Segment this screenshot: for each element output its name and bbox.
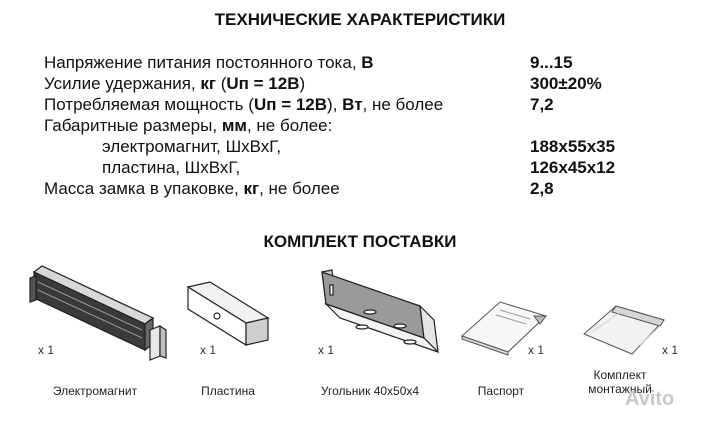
plate-caption: Пластина bbox=[201, 384, 255, 398]
spec-value: 7,2 bbox=[530, 95, 554, 114]
spec-label-bold: кг bbox=[243, 179, 260, 198]
electromagnet-qty: x 1 bbox=[38, 343, 55, 357]
passport-qty: x 1 bbox=[528, 343, 545, 357]
spec-value: 300±20% bbox=[530, 74, 602, 93]
spec-label-bold: Uп = 12В bbox=[226, 74, 300, 93]
electromagnet-caption: Электромагнит bbox=[52, 384, 138, 398]
bracket-image bbox=[322, 270, 438, 352]
spec-label-text: ( bbox=[215, 74, 227, 93]
spec-value: 188х55х35 bbox=[530, 137, 616, 156]
spec-label-text: электромагнит, ШхВхГ, bbox=[102, 137, 282, 156]
spec-label-text: пластина, ШхВхГ, bbox=[102, 158, 241, 177]
avito-watermark: Avito bbox=[625, 388, 675, 410]
spec-label-text: , не более bbox=[362, 95, 444, 114]
bracket-qty: x 1 bbox=[318, 343, 335, 357]
spec-label-bold: Uп = 12В bbox=[253, 95, 328, 114]
spec-label-bold: кг bbox=[200, 74, 216, 93]
mounting-kit-caption: Комплект монтажный bbox=[588, 368, 652, 396]
spec-label-text: , не более bbox=[259, 179, 340, 198]
spec-label-text: Напряжение питания постоянного тока, bbox=[44, 53, 362, 72]
spec-label-text: ), bbox=[327, 95, 343, 114]
spec-label-text: Потребляемая мощность ( bbox=[44, 95, 254, 114]
plate-image bbox=[188, 282, 268, 345]
spec-label-text: ) bbox=[299, 74, 306, 93]
spec-label-text: Габаритные размеры, bbox=[44, 116, 222, 135]
spec-label-bold: В bbox=[361, 53, 374, 72]
plate-qty: x 1 bbox=[200, 343, 217, 357]
passport-caption: Паспорт bbox=[477, 384, 525, 398]
mounting-kit-qty: x 1 bbox=[662, 343, 679, 357]
spec-label-bold: Вт bbox=[342, 95, 363, 114]
spec-value: 126х45х12 bbox=[530, 158, 616, 177]
mounting-kit-image bbox=[584, 306, 664, 354]
spec-label-text: , не более: bbox=[246, 116, 333, 135]
specs-title: ТЕХНИЧЕСКИЕ ХАРАКТЕРИСТИКИ bbox=[214, 10, 506, 29]
kit-title: КОМПЛЕКТ ПОСТАВКИ bbox=[263, 232, 457, 251]
spec-label-text: Масса замка в упаковке, bbox=[44, 179, 244, 198]
spec-value: 9...15 bbox=[530, 53, 573, 72]
bracket-caption: Угольник 40х50х4 bbox=[320, 384, 420, 398]
spec-label-text: Усилие удержания, bbox=[44, 74, 201, 93]
spec-label-bold: мм bbox=[221, 116, 247, 135]
spec-value: 2,8 bbox=[530, 179, 554, 198]
